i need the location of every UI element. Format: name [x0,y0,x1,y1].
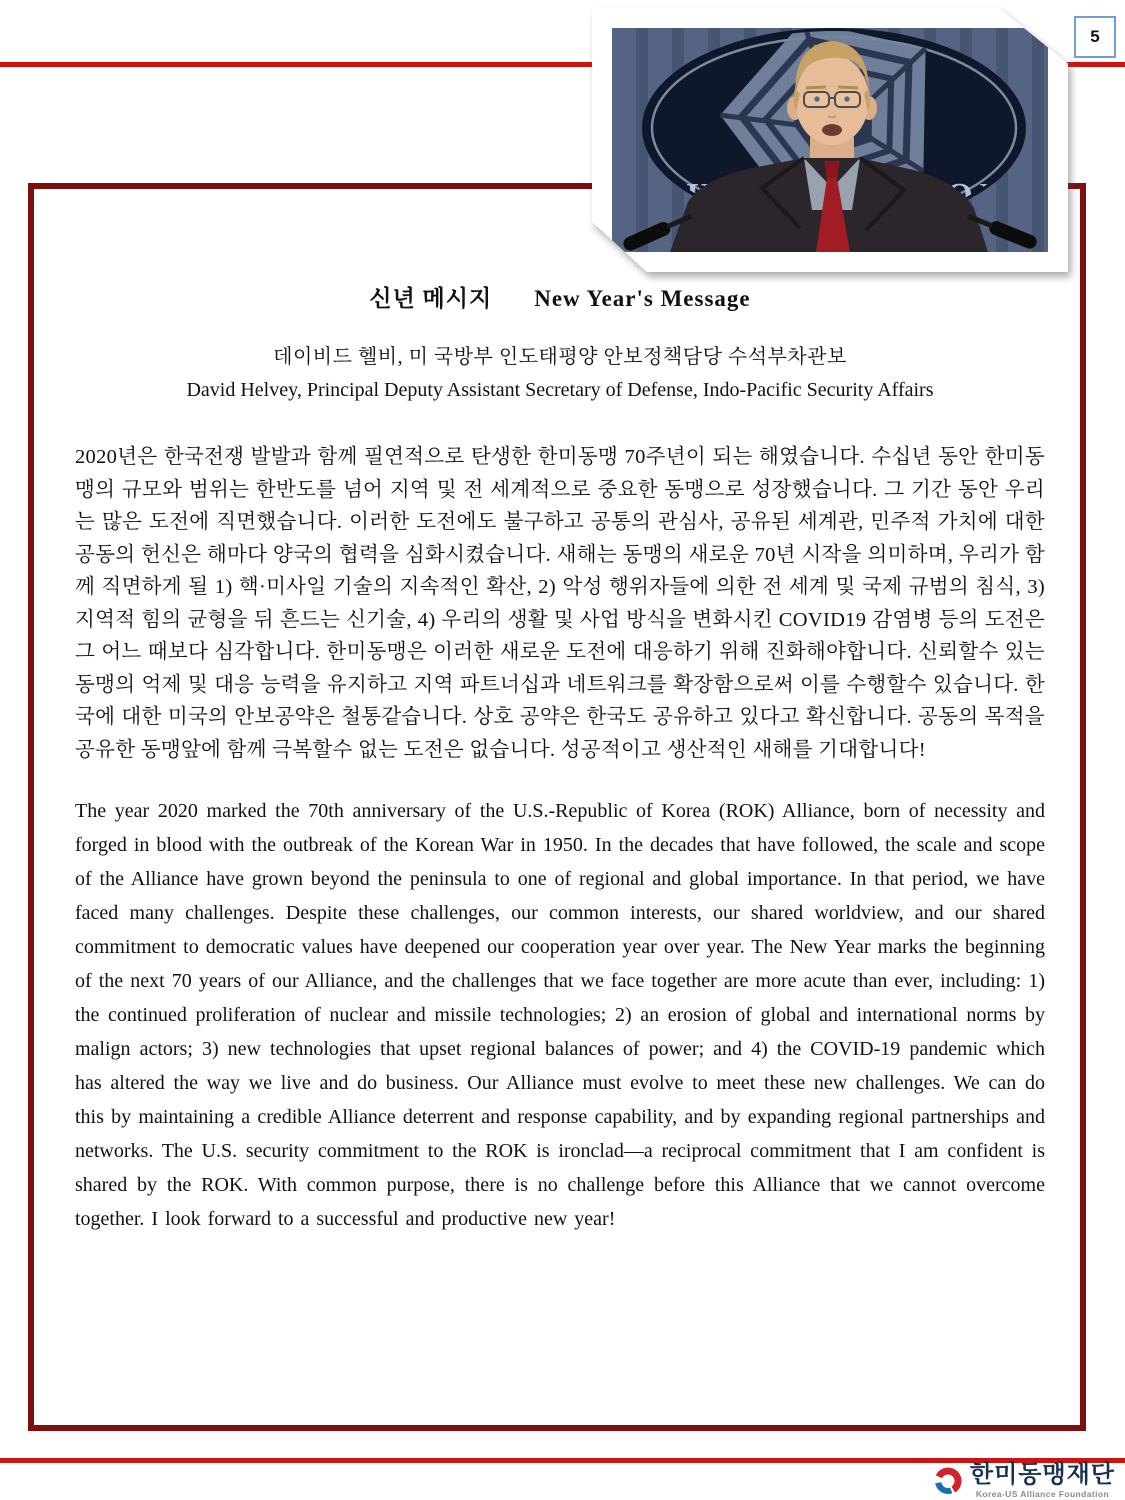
korean-paragraph: 2020년은 한국전쟁 발발과 함께 필연적으로 탄생한 한미동맹 70주년이 되는 해였습니다. 수십년 동안 한미동맹의 규모와 범위는 한반도를 넘어 지역 및 전 세계적으로 중요한 동맹으로 성장했습니다. 그 기간 동안 우리는 많은 도전에 직면했습니다. 이러한 도전에도 불구하고 공통의 관심사, 공유된 세계관, 민주적 가치에 대한 공동의 헌신은 해마다 양국의 협력을 심화시켰습니다. 새해는 동맹의 새로운 70년 시작을 의미하며, 우리가 함께 직면하게 될 1) 핵·미사일 기술의 지속적인 확산, 2) 악성 행위자들에 의한 전 세계 및 국제 규범의 침식, 3) 지역적 힘의 균형을 뒤 흔드는 신기술, 4) 우리의 생활 및 사업 방식을 변화시킨 COVID19 감염병 등의 도전은 그 어느 때보다 심각합니다. 한미동맹은 이러한 새로운 도전에 대응하기 위해 진화해야합니다. 신뢰할수 있는 동맹의 억제 및 대응 능력을 유지하고 지역 파트너십과 네트워크를 확장함으로써 이를 수행할수 있습니다. 한국에 대한 미국의 안보공약은 철통같습니다. 상호 공약은 한국도 공유하고 있다고 확신합니다. 공동의 목적을 공유한 동맹앞에 함께 극복할수 없는 도전은 없습니다. 성공적이고 생산적인 새해를 기대합니다! [75,446,1045,761]
foundation-logo-icon [933,1466,963,1496]
author-line-korean: 데이비드 헬비, 미 국방부 인도태평양 안보정책담당 수석부차관보 [273,346,847,368]
message-title-english: New Year's Message [534,286,751,311]
page-number-box [1074,16,1116,58]
mouth [822,124,842,136]
message-title [75,285,1045,313]
english-paragraph: The year 2020 marked the 70th anniversary of the U.S.-Republic of Korea (ROK) Alliance, born of necessity and forged in blood with the outbreak of the Korean War in 1950. In the decades that have followed, the scale and scope of the Alliance have grown beyond the peninsula to one of regional and global importance. In that period, we have faced many challenges. Despite these challenges, our common interests, our shared worldview, and our shared commitment to democratic values have deepened our cooperation year over year. The New Year marks the beginning of the next 70 years of our Alliance, and the challenges that we face together are more acute than ever, including: 1) the continued proliferation of nuclear and missile technologies; 2) an erosion of global and international norms by malign actors; 3) new technologies that upset regional balances of power; and 4) the COVID-19 pandemic which has altered the way we live and do business. Our Alliance must evolve to meet these new challenges. We can do this by maintaining a credible Alliance deterrent and response capability, and by expanding regional partnerships and networks. The U.S. security commitment to the ROK is ironclad—a reciprocal commitment that I am confident is shared by the ROK. With common purpose, there is no challenge before this Alliance that we cannot overcome together. I look forward to a successful and productive new year! [75,800,1045,1230]
pentagon-briefing-photo-illustration [612,28,1048,252]
speaker-photo-frame [592,8,1068,272]
foundation-name-korean: 한미동맹재단 [969,1461,1115,1488]
foundation-logo [933,1462,1115,1499]
speaker-photo [592,8,1068,272]
foundation-name-english: Korea-US Alliance Foundation [975,1489,1110,1499]
message-content [34,189,1080,1236]
author-line-english: David Helvey, Principal Deputy Assistant Secretary of Defense, Indo-Pacific Security Affairs [186,379,934,401]
message-title-korean: 신년 메시지 [369,286,493,311]
page-number: 5 [1090,27,1100,46]
message-content-box [28,183,1086,1431]
foundation-logo-text [970,1462,1115,1499]
